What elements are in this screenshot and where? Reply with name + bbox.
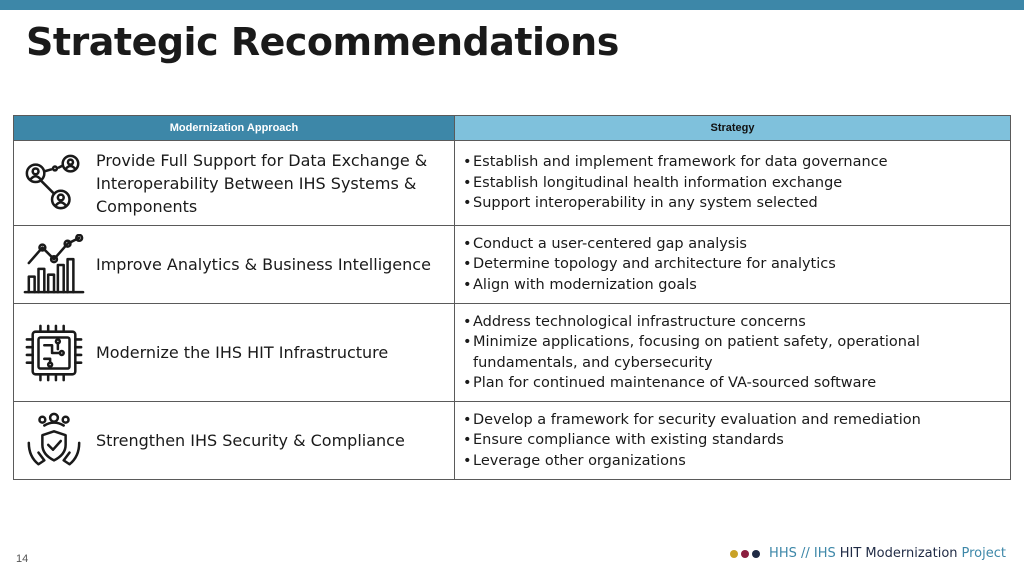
table-row: [14, 402, 1010, 479]
footer-project: Project: [961, 546, 1006, 561]
list-item: • Align with modernization goals: [463, 275, 836, 296]
network-users-icon: [18, 147, 90, 219]
list-item: • Support interoperability in any system selected: [463, 193, 888, 214]
footer-hhs-ihs: HHS // IHS: [769, 546, 836, 561]
approach-cell: [14, 402, 455, 479]
list-item: • Establish longitudinal health information exchange: [463, 173, 888, 194]
strategy-list: [463, 410, 921, 472]
footer-hit-modernization: HIT Modernization: [839, 546, 958, 561]
list-item: • Establish and implement framework for data governance: [463, 152, 888, 173]
list-item: • Determine topology and architecture for analytics: [463, 254, 836, 275]
strategy-list: [463, 234, 836, 296]
top-accent-bar: [0, 0, 1024, 10]
list-item: • Leverage other organizations: [463, 451, 921, 472]
approach-text: Modernize the IHS HIT Infrastructure: [96, 343, 389, 362]
footer-dots-icon: [730, 550, 760, 558]
approach-text: Provide Full Support for Data Exchange & Interoperability Between IHS Systems & Components: [96, 150, 428, 216]
recommendations-table: [13, 115, 1011, 480]
list-item: • Ensure compliance with existing standards: [463, 430, 921, 451]
strategy-cell: [455, 402, 1010, 479]
header-strategy: Strategy: [455, 116, 1010, 140]
strategy-cell: [455, 141, 1010, 225]
strategy-cell: [455, 226, 1010, 303]
navy-dot: [752, 550, 760, 558]
list-item: • Develop a framework for security evaluation and remediation: [463, 410, 921, 431]
gold-dot: [730, 550, 738, 558]
table-row: [14, 141, 1010, 226]
list-item: • Minimize applications, focusing on patient safety, operational fundamentals, and cybersecurity: [463, 332, 1000, 373]
page-title: Strategic Recommendations: [26, 20, 619, 64]
page-number: 14: [16, 553, 29, 565]
table-row: [14, 226, 1010, 304]
approach-cell: [14, 141, 455, 225]
strategy-list: [463, 312, 1000, 394]
circuit-chip-icon: [18, 317, 90, 389]
table-row: [14, 304, 1010, 402]
list-item: • Address technological infrastructure concerns: [463, 312, 1000, 333]
analytics-chart-icon: [18, 229, 90, 301]
approach-cell: [14, 304, 455, 401]
maroon-dot: [741, 550, 749, 558]
table-header: [14, 116, 1010, 141]
list-item: • Conduct a user-centered gap analysis: [463, 234, 836, 255]
approach-text: Strengthen IHS Security & Compliance: [96, 431, 405, 450]
approach-text: Improve Analytics & Business Intelligence: [96, 255, 431, 274]
approach-cell: [14, 226, 455, 303]
strategy-list: [463, 152, 888, 214]
header-modernization-approach: Modernization Approach: [14, 116, 455, 140]
shield-hands-icon: [18, 405, 90, 477]
list-item: • Plan for continued maintenance of VA-sourced software: [463, 373, 1000, 394]
footer-branding: [730, 546, 1006, 561]
strategy-cell: [455, 304, 1010, 401]
